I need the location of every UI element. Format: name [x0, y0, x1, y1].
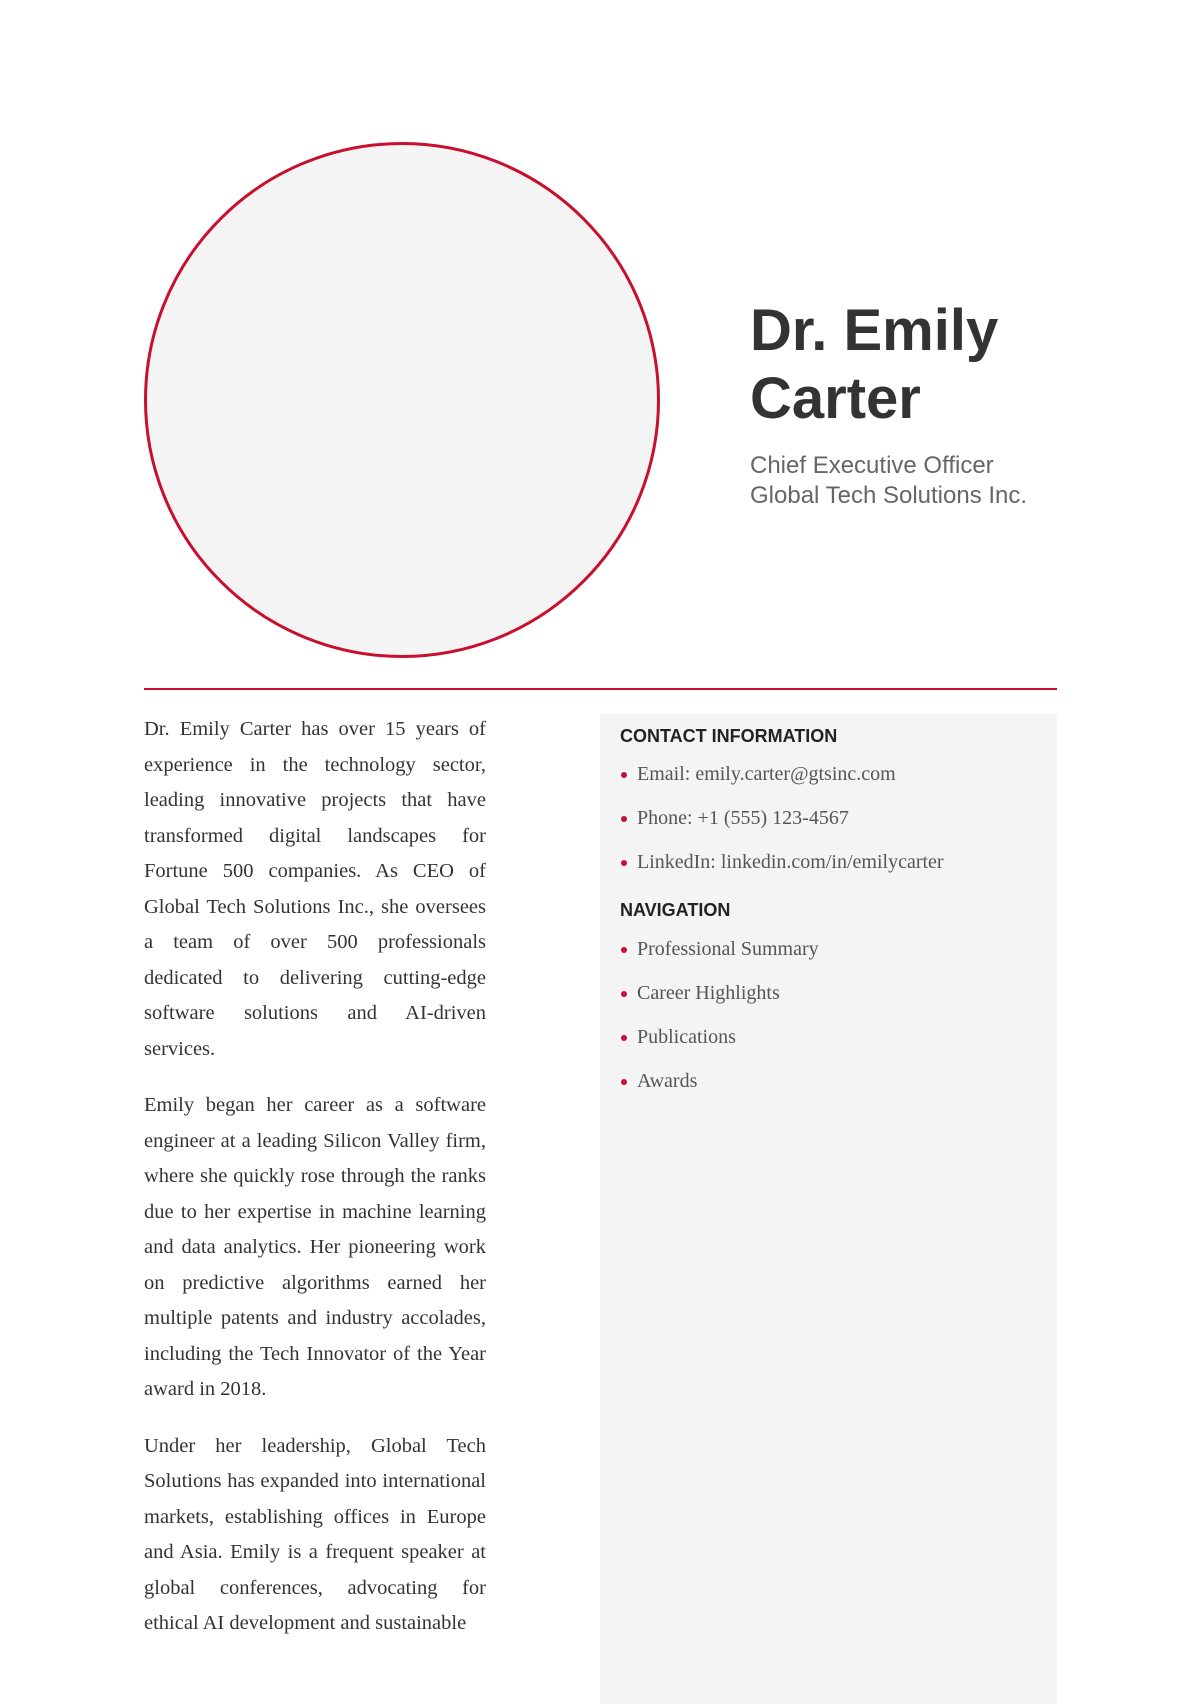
profile-name-line2: Carter — [750, 366, 921, 431]
bio-paragraph: Under her leadership, Global Tech Solutions has expanded into international markets, establishing offices in Europe and Asia. Emily is a frequent speaker at global conferences, advocating for ethical AI development and sustainable — [144, 1434, 486, 1634]
navigation-list — [620, 937, 819, 1113]
contact-item-linkedin[interactable] — [620, 850, 944, 894]
bullet-icon — [621, 816, 627, 822]
sidebar — [600, 714, 1057, 1704]
nav-item-label: Career Highlights — [637, 982, 780, 1004]
bullet-icon — [621, 1079, 627, 1085]
bullet-icon — [621, 947, 627, 953]
contact-item-phone[interactable] — [620, 806, 944, 850]
profile-name — [750, 297, 1090, 433]
bio-section — [144, 712, 486, 1663]
contact-item-label: LinkedIn: linkedin.com/in/emilycarter — [637, 851, 944, 873]
nav-item-professional-summary[interactable] — [620, 937, 819, 981]
nav-item-career-highlights[interactable] — [620, 981, 819, 1025]
nav-item-label: Professional Summary — [637, 938, 819, 960]
bio-paragraph: Emily began her career as a software engineer at a leading Silicon Valley firm, where she quickly rose through the ranks due to her expertise in machine learning and data analytics. Her pioneering work on predictive algorithms earned her multiple patents and industry accolades, including the Tech Innovator of the Year award in 2018. — [144, 1094, 486, 1400]
header-divider — [144, 688, 1057, 690]
nav-item-label: Publications — [637, 1026, 736, 1048]
bullet-icon — [621, 860, 627, 866]
profile-photo-placeholder — [144, 142, 660, 658]
nav-item-awards[interactable] — [620, 1069, 819, 1113]
contact-heading: CONTACT INFORMATION — [620, 726, 838, 746]
nav-item-publications[interactable] — [620, 1025, 819, 1069]
contact-list — [620, 762, 944, 894]
bullet-icon — [621, 991, 627, 997]
bullet-icon — [621, 772, 627, 778]
profile-subtitle — [750, 451, 1090, 511]
bio-paragraph: Dr. Emily Carter has over 15 years of experience in the technology sector, leading innovative projects that have transformed digital landscapes for Fortune 500 companies. As CEO of Global Tech Solutions Inc., she oversees a team of over 500 professionals dedicated to delivering cutting-edge software solutions and AI-driven services. — [144, 718, 486, 1060]
profile-name-line1: Dr. Emily — [750, 298, 999, 363]
profile-company: Global Tech Solutions Inc. — [750, 482, 1028, 509]
profile-header — [750, 297, 1090, 511]
contact-item-label: Phone: +1 (555) 123-4567 — [637, 807, 849, 829]
bullet-icon — [621, 1035, 627, 1041]
navigation-heading: NAVIGATION — [620, 900, 731, 920]
contact-item-label: Email: emily.carter@gtsinc.com — [637, 763, 896, 785]
nav-item-label: Awards — [637, 1070, 698, 1092]
contact-item-email[interactable] — [620, 762, 944, 806]
profile-title: Chief Executive Officer — [750, 452, 994, 479]
